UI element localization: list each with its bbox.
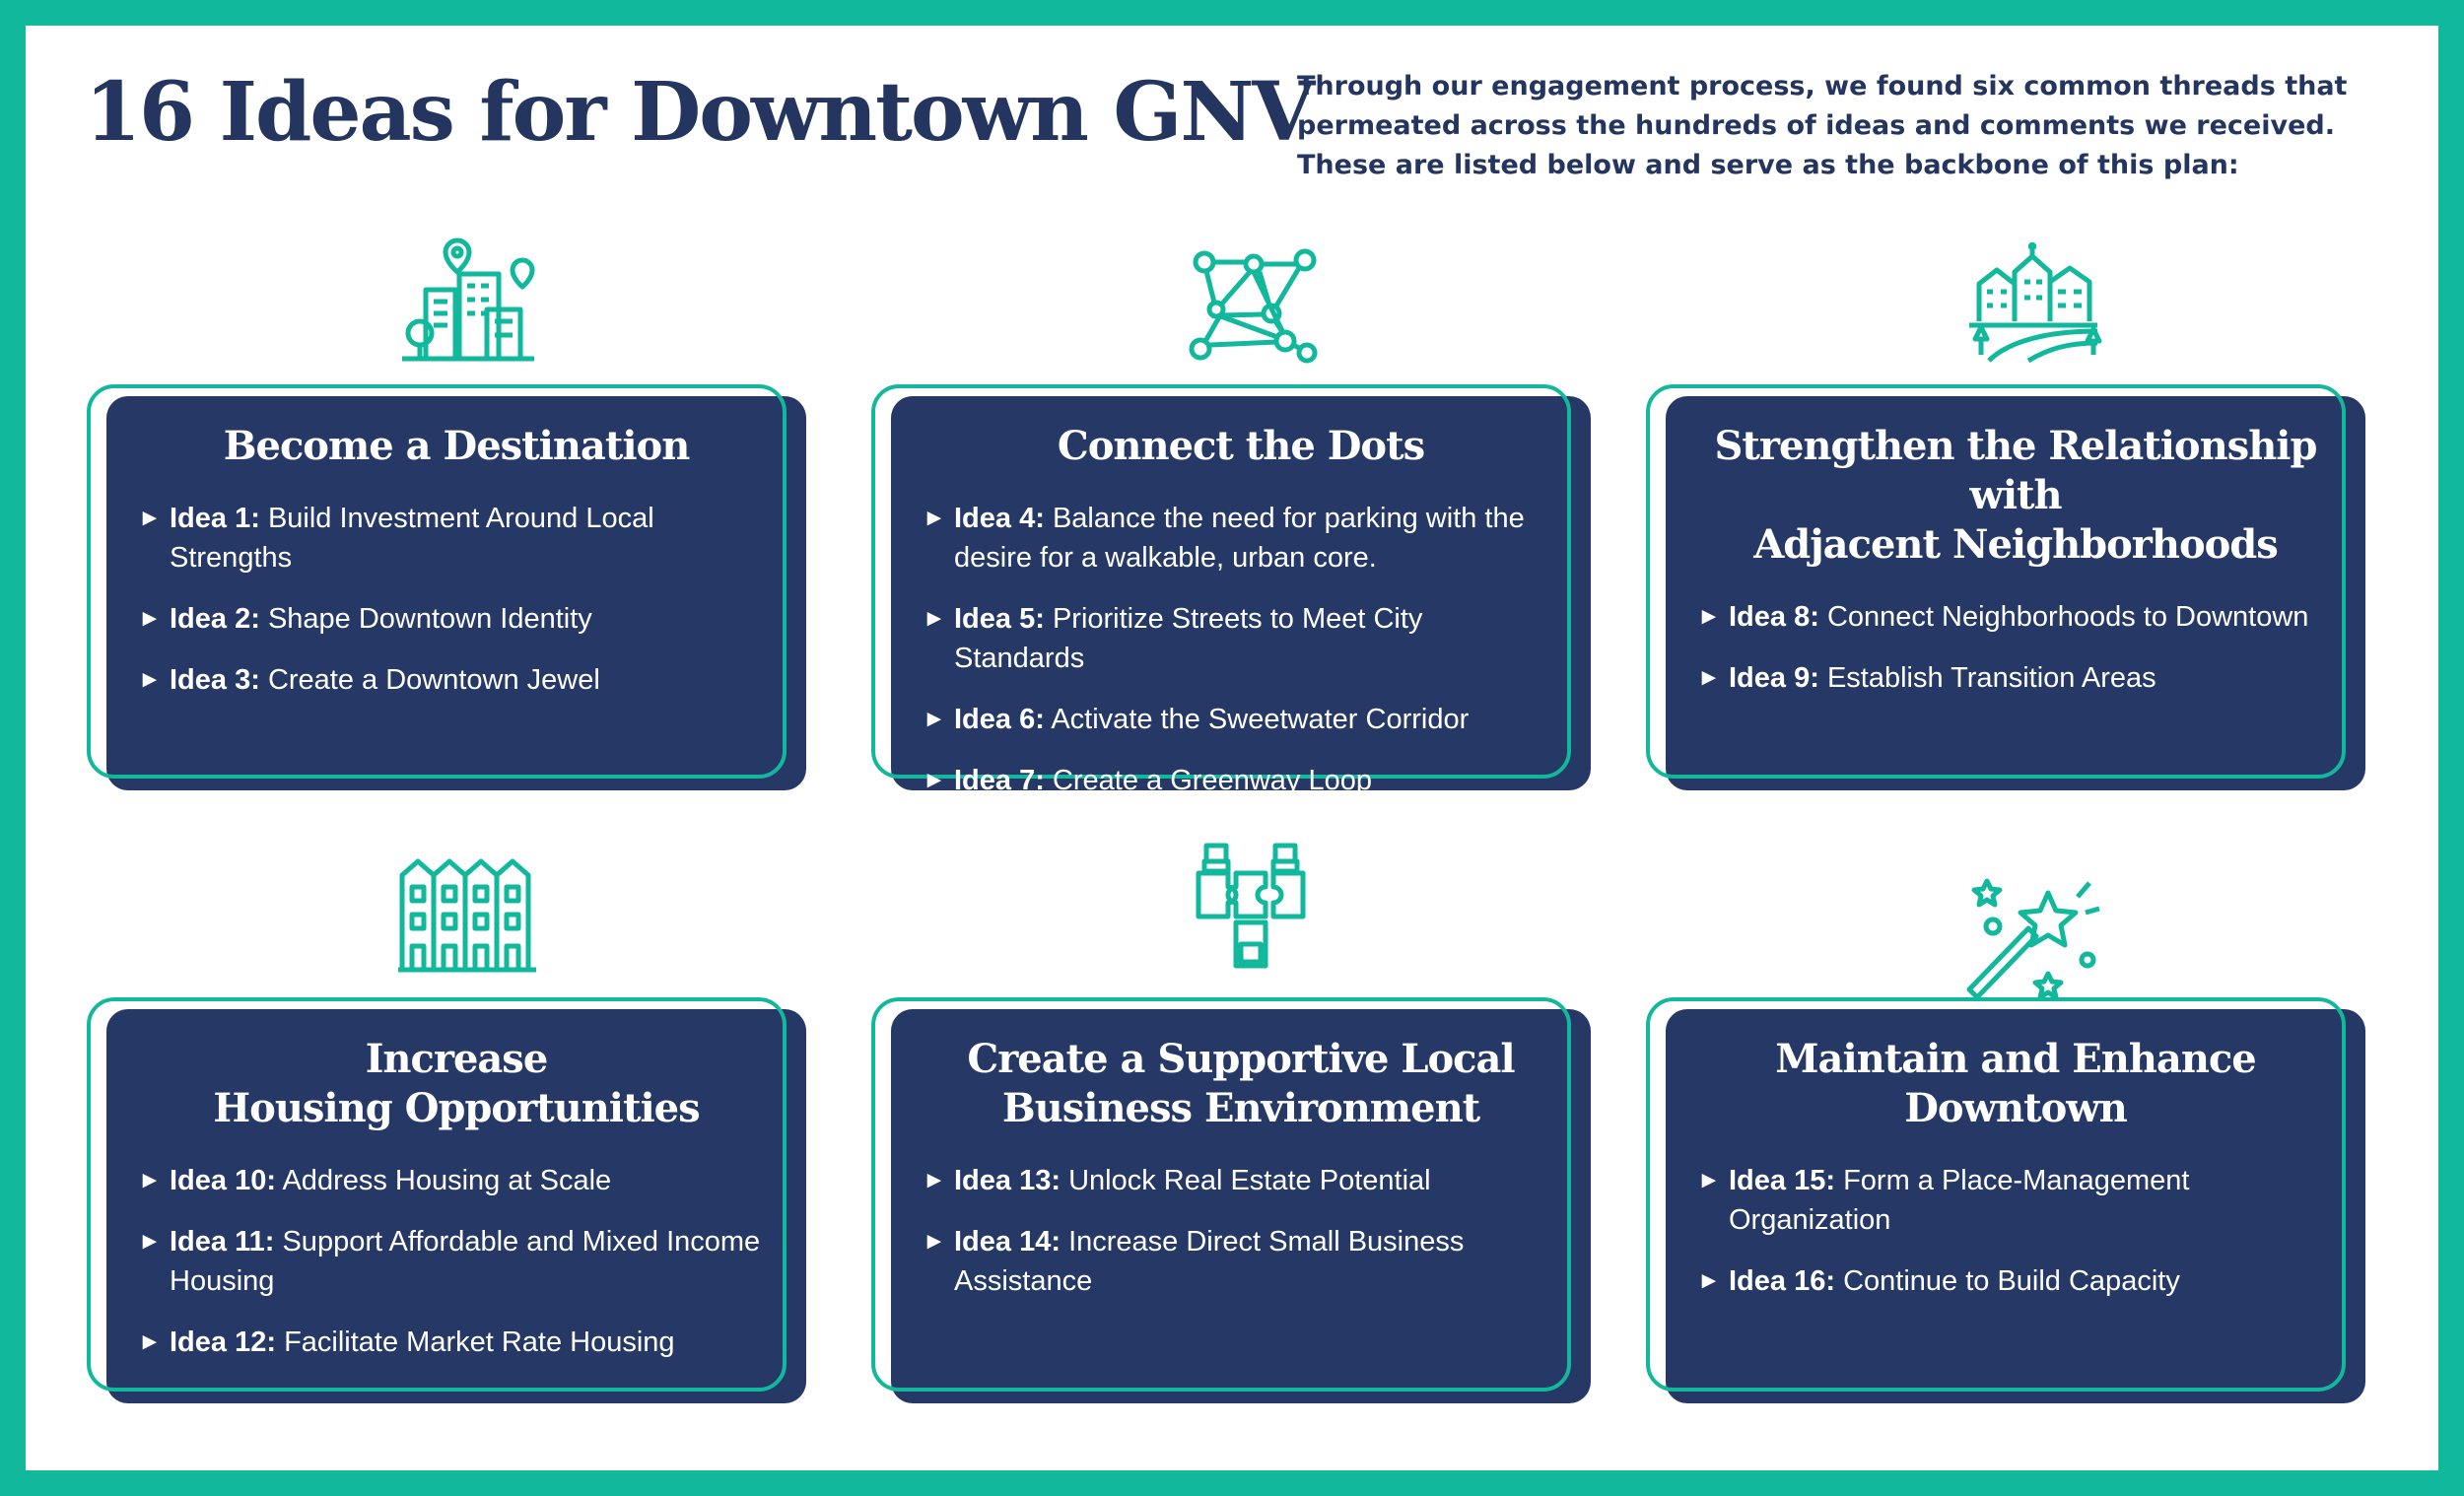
theme-card-business [871,997,1591,1403]
intro-text: Through our engagement process, we found six common threads that permeated across the hundreds of ideas and comments we received. These are listed below and serve as the backbone of this plan: [1297,71,2348,180]
arrow-right-icon: ► [1697,1267,1721,1294]
hands-puzzle-pieces-icon [1177,834,1325,982]
arrow-right-icon: ► [138,505,162,531]
arrow-right-icon: ► [1697,1167,1721,1193]
arrow-right-icon: ► [923,505,946,531]
idea-list [923,499,1559,800]
arrow-right-icon: ► [923,1228,946,1255]
idea-item: ► Idea 12: Facilitate Market Rate Housing [138,1323,775,1362]
row-houses-icon [394,836,542,984]
idea-item: ► Idea 10: Address Housing at Scale [138,1161,775,1200]
idea-item: ► Idea 7: Create a Greenway Loop [923,761,1559,800]
connected-network-nodes-icon [1177,223,1325,371]
idea-list [923,1161,1559,1301]
idea-item: ► Idea 8: Connect Neighborhoods to Downtown [1697,597,2334,637]
idea-item: ► Idea 5: Prioritize Streets to Meet City Standards [923,599,1559,678]
arrow-right-icon: ► [923,767,946,793]
arrow-right-icon: ► [138,1167,162,1193]
idea-item: ► Idea 16: Continue to Build Capacity [1697,1261,2334,1301]
idea-list [138,499,775,700]
theme-card-neighborhoods [1646,384,2365,790]
poster [26,26,2438,1470]
theme-heading: Connect the Dots [1057,423,1425,469]
idea-item: ► Idea 2: Shape Downtown Identity [138,599,775,639]
magic-wand-stars-icon [1959,865,2107,1013]
theme-card-destination [87,384,806,790]
idea-list [138,1161,775,1362]
arrow-right-icon: ► [138,666,162,693]
idea-item: ► Idea 3: Create a Downtown Jewel [138,660,775,700]
idea-list [1697,597,2334,698]
theme-card-connect-the-dots [871,384,1591,796]
arrow-right-icon: ► [138,605,162,632]
arrow-right-icon: ► [1697,603,1721,630]
idea-item: ► Idea 14: Increase Direct Small Business Assistance [923,1222,1559,1301]
page-title: 16 Ideas for Downtown GNV [85,65,1314,160]
arrow-right-icon: ► [1697,664,1721,691]
arrow-right-icon: ► [923,706,946,732]
idea-item: ► Idea 4: Balance the need for parking with the desire for a walkable, urban core. [923,499,1559,578]
city-buildings-location-pin-icon [394,223,542,371]
idea-item: ► Idea 11: Support Affordable and Mixed Income Housing [138,1222,775,1301]
arrow-right-icon: ► [138,1228,162,1255]
arrow-right-icon: ► [923,1167,946,1193]
theme-heading: Increase Housing Opportunities [213,1036,700,1131]
theme-card-maintain [1646,997,2365,1403]
idea-item: ► Idea 1: Build Investment Around Local Strengths [138,499,775,578]
arrow-right-icon: ► [923,605,946,632]
arrow-right-icon: ► [138,1328,162,1355]
idea-item: ► Idea 13: Unlock Real Estate Potential [923,1161,1559,1200]
idea-item: ► Idea 15: Form a Place-Management Organization [1697,1161,2334,1240]
idea-item: ► Idea 6: Activate the Sweetwater Corridor [923,700,1559,739]
theme-heading: Strengthen the Relationship with Adjacent Neighborhoods [1714,423,2317,568]
theme-heading: Become a Destination [223,423,690,469]
theme-heading: Maintain and Enhance Downtown [1775,1036,2256,1131]
neighborhood-houses-road-icon [1959,223,2107,371]
theme-card-housing [87,997,806,1403]
idea-list [1697,1161,2334,1301]
theme-heading: Create a Supportive Local Business Environment [967,1036,1515,1131]
idea-item: ► Idea 9: Establish Transition Areas [1697,658,2334,698]
